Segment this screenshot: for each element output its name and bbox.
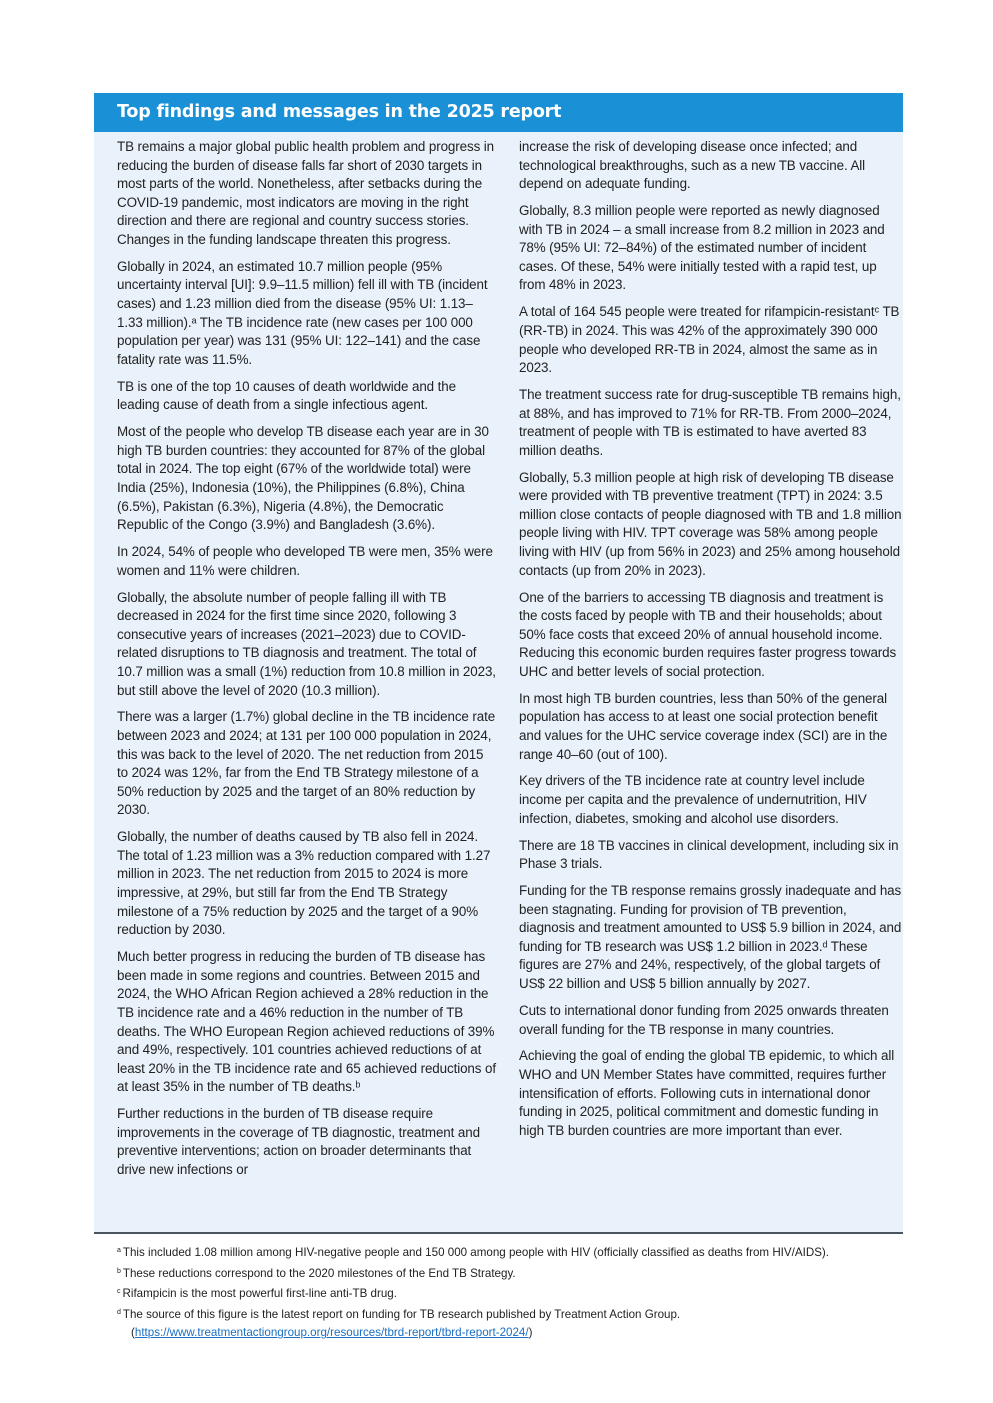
paragraph: Much better progress in reducing the burden of TB disease has been made in some regions and countries. Between 2015 and 2024, the WHO African Region achieved a 28% reduction in the TB incidence rate and a 46% reduction in the number of TB deaths. The WHO European Region achieved reductions of 39% and 49%, respectively. 101 countries achieved reductions of at least 20% in the TB incidence rate and 65 achieved reductions of at least 35% in the number of TB deaths.ᵇ: [117, 949, 496, 1095]
footnote-text: These reductions correspond to the 2020 milestones of the End TB Strategy.: [122, 1266, 516, 1280]
footnotes: [117, 1242, 917, 1343]
paragraph: Key drivers of the TB incidence rate at country level include income per capita and the prevalence of undernutrition, HIV infection, diabetes, smoking and alcohol use disorders.: [519, 773, 867, 826]
paragraph: TB is one of the top 10 causes of death worldwide and the leading cause of death from a single infectious agent.: [117, 378, 456, 413]
paragraph: Globally, the absolute number of people falling ill with TB decreased in 2024 for the first time since 2020, following 3 consecutive years of increases (2021–2023) due to COVID-related disruptions to TB diagnosis and treatment. The total of 10.7 million was a small (1%) reduction from 10.8 million in 2023, but still above the level of 2020 (10.3 million).: [117, 589, 496, 698]
box-title: Top findings and messages in the 2025 report: [94, 93, 903, 132]
paragraph: Achieving the goal of ending the global TB epidemic, to which all WHO and UN Member States have committed, requires further intensification of efforts. Following cuts in international donor funding in 2025, political commitment and domestic funding in high TB burden countries are more important than ever.: [519, 1048, 895, 1138]
footnote: [117, 1283, 917, 1304]
footnote: [117, 1263, 917, 1284]
findings-box: [94, 93, 903, 1234]
right-column: [519, 138, 902, 1149]
paragraph: Cuts to international donor funding from 2025 onwards threaten overall funding for the TB response in many countries.: [519, 1002, 889, 1037]
footnote: [117, 1242, 917, 1263]
paren-close: ): [528, 1326, 533, 1340]
footnote-link-line: [117, 1324, 917, 1343]
tag-report-link[interactable]: https://www.treatmentactiongroup.org/resources/tbrd-report/tbrd-report-2024/: [134, 1326, 529, 1340]
paragraph: There was a larger (1.7%) global decline in the TB incidence rate between 2023 and 2024; at 131 per 100 000 population in 2024, this was back to the level of 2020. The net reduction from 2015 to 2024 was 12%, far from the End TB Strategy milestone of a 50% reduction by 2025 and the target of an 80% reduction by 2030.: [117, 709, 496, 818]
left-column: [117, 138, 497, 1188]
paragraph: Globally, the number of deaths caused by TB also fell in 2024. The total of 1.23 million was a 3% reduction compared with 1.27 million in 2023. The net reduction from 2015 to 2024 is more impressive, at 29%, but still far from the End TB Strategy milestone of a 75% reduction by 2025 and the target of a 90% reduction by 2030.: [117, 829, 491, 938]
paren-open: (: [131, 1326, 135, 1340]
paragraph: Most of the people who develop TB disease each year are in 30 high TB burden countries: they accounted for 87% of the global total in 2024. The top eight (67% of the worldwide total) were India (25%), Indonesia (10%), the Philippines (6.8%), China (6.5%), Pakistan (6.3%), Nigeria (4.8%), the Democratic Republic of the Congo (3.9%) and Bangladesh (3.6%).: [117, 424, 489, 533]
paragraph: Funding for the TB response remains grossly inadequate and has been stagnating. Funding for provision of TB prevention, diagnosis and treatment amounted to US$ 5.9 billion in 2024, and funding for TB research was US$ 1.2 billion in 2023.ᵈ These figures are 27% and 24%, respectively, of the global targets of US$ 22 billion and US$ 5 billion annually by 2027.: [519, 883, 902, 992]
paragraph: One of the barriers to accessing TB diagnosis and treatment is the costs faced by people with TB and their households; about 50% face costs that exceed 20% of annual household income. Reducing this economic burden requires faster progress towards UHC and better levels of social protection.: [519, 589, 897, 679]
footnote-mark: d: [117, 1308, 121, 1316]
paragraph: In 2024, 54% of people who developed TB were men, 35% were women and 11% were children.: [117, 544, 493, 578]
footnote-mark: a: [117, 1247, 121, 1254]
paragraph: Globally, 5.3 million people at high risk of developing TB disease were provided with TB preventive treatment (TPT) in 2024: 3.5 million close contacts of people diagnosed with TB and 1.8 million people living with HIV. TPT coverage was 58% among people living with HIV (up from 56% in 2023) and 25% among household contacts (up from 20% in 2023).: [519, 469, 902, 578]
footnote-mark: b: [117, 1267, 121, 1275]
paragraph: Globally in 2024, an estimated 10.7 million people (95% uncertainty interval [UI]: 9.9–11.5 million) fell ill with TB (incident cases) and 1.23 million died from the disease (95% UI: 1.13–1.33 million).ᵃ The TB incidence rate (new cases per 100 000 population per year) was 131 (95% UI: 122–141) and the case fatality rate was 11.5%.: [117, 258, 488, 367]
footnote-text: Rifampicin is the most powerful first-line anti-TB drug.: [122, 1287, 397, 1301]
paragraph: Globally, 8.3 million people were reported as newly diagnosed with TB in 2024 – a small increase from 8.2 million in 2023 and 78% (95% UI: 72–84%) of the estimated number of incident cases. Of these, 54% were initially tested with a rapid test, up from 48% in 2023.: [519, 203, 885, 293]
footnote-text: The source of this figure is the latest report on funding for TB research published by Treatment Action Group.: [122, 1307, 681, 1321]
paragraph: The treatment success rate for drug-susceptible TB remains high, at 88%, and has improved to 71% for RR-TB. From 2000–2024, treatment of people with TB is estimated to have averted 83 million deaths.: [519, 387, 901, 458]
footnote: [117, 1304, 917, 1325]
paragraph: Further reductions in the burden of TB disease require improvements in the coverage of TB diagnostic, treatment and preventive interventions; action on broader determinants that drive new infections or: [117, 1106, 480, 1177]
footnote-text: This included 1.08 million among HIV-negative people and 150 000 among people with HIV (officially classified as deaths from HIV/AIDS).: [122, 1246, 830, 1259]
paragraph: increase the risk of developing disease once infected; and technological breakthroughs, such as a new TB vaccine. All depend on adequate funding.: [519, 139, 866, 192]
paragraph: A total of 164 545 people were treated for rifampicin-resistantᶜ TB (RR-TB) in 2024. This was 42% of the approximately 390 000 people who developed RR-TB in 2024, almost the same as in 2023.: [519, 304, 900, 376]
paragraph: There are 18 TB vaccines in clinical development, including six in Phase 3 trials.: [519, 837, 899, 872]
paragraph: In most high TB burden countries, less than 50% of the general population has access to at least one social protection benefit and values for the UHC service coverage index (SCI) are in the range 40–60 (out of 100).: [519, 690, 888, 762]
paragraph: TB remains a major global public health problem and progress in reducing the burden of disease falls far short of 2030 targets in most parts of the world. Nonetheless, after setbacks during the COVID-19 pandemic, most indicators are moving in the right direction and there are regional and country success stories. Changes in the funding landscape threaten this progress.: [117, 139, 495, 247]
footnote-mark: c: [117, 1288, 121, 1296]
